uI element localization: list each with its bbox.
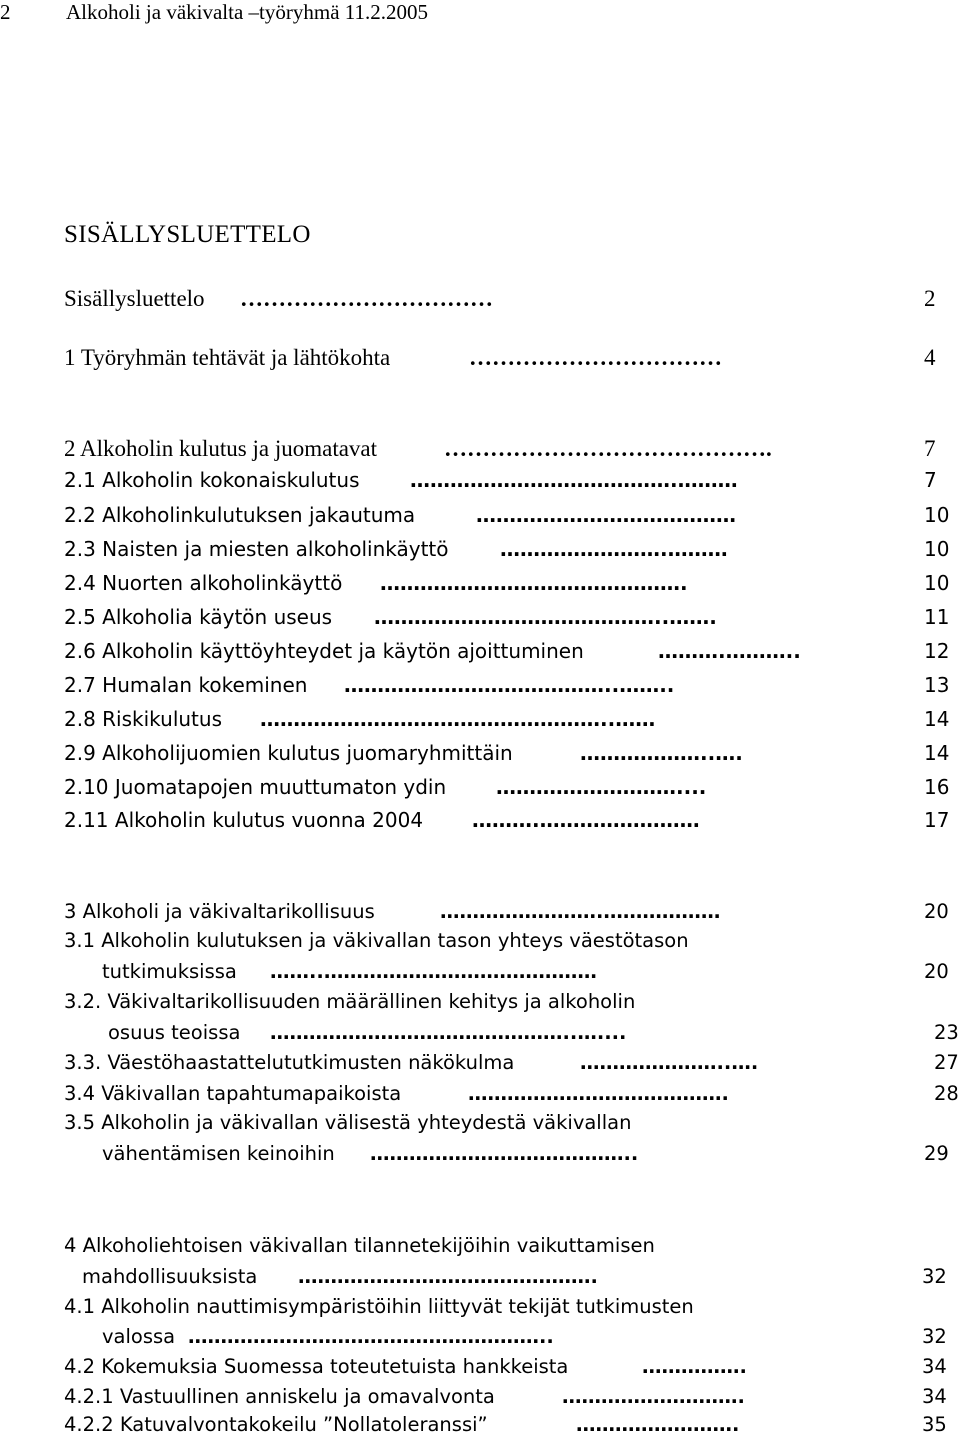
- toc-entry[interactable]: [64, 607, 960, 635]
- toc-entry[interactable]: [64, 1297, 960, 1325]
- toc-entry-label: 2.7 Humalan kokeminen: [64, 673, 308, 697]
- toc-entry[interactable]: [64, 641, 960, 669]
- toc-entry-leader: ……….……………………: [472, 810, 700, 830]
- toc-entry[interactable]: [64, 346, 960, 374]
- toc-entry[interactable]: [64, 1415, 960, 1443]
- toc-entry-page: 13: [924, 673, 950, 697]
- toc-entry-leader: ………………………....: [496, 777, 707, 797]
- toc-entry[interactable]: [64, 1084, 960, 1112]
- toc-entry-leader: ……………………………………….: [380, 573, 688, 593]
- toc-entry-page: 35: [922, 1413, 947, 1436]
- toc-entry[interactable]: [64, 1113, 960, 1141]
- toc-entry-leader: ……..……………………………………: [270, 962, 597, 982]
- toc-entry-page: 29: [924, 1142, 949, 1165]
- toc-entry-page: 10: [924, 537, 950, 561]
- toc-entry[interactable]: [64, 287, 960, 315]
- toc-entry-leader: …………….: [642, 1357, 747, 1377]
- toc-entry-leader: ……….………..: [658, 641, 801, 661]
- toc-entry[interactable]: [64, 470, 960, 498]
- toc-entry-page: 7: [924, 468, 937, 492]
- toc-entry-label: 3.2. Väkivaltarikollisuuden määrällinen kehitys ja alkoholin: [64, 990, 636, 1013]
- toc-entry-page: 2: [924, 286, 936, 311]
- toc-entry[interactable]: [64, 992, 960, 1020]
- toc-entry[interactable]: [64, 539, 960, 567]
- toc-entry[interactable]: [102, 1144, 960, 1172]
- toc-entry-label: 2.3 Naisten ja miesten alkoholinkäyttö: [64, 537, 449, 561]
- toc-entry-label: 3.3. Väestöhaastattelututkimusten näkökulma: [64, 1051, 515, 1074]
- toc-entry[interactable]: [64, 1236, 960, 1264]
- toc-entry-leader: ………………………………………………..: [188, 1327, 554, 1347]
- toc-entry-leader: ……………………….: [562, 1387, 745, 1407]
- toc-entry[interactable]: [64, 573, 960, 601]
- page-number: 2: [0, 0, 11, 24]
- toc-entry-page: 4: [924, 345, 936, 370]
- toc-entry-page: 12: [924, 639, 950, 663]
- toc-entry[interactable]: [64, 1053, 960, 1081]
- toc-entry-page: 34: [922, 1355, 947, 1378]
- toc-entry[interactable]: [64, 675, 960, 703]
- toc-entry[interactable]: [64, 931, 960, 959]
- toc-entry[interactable]: [64, 810, 960, 838]
- toc-entry-label: Sisällysluettelo: [64, 286, 205, 311]
- toc-entry-leader: …………………….: [576, 1415, 740, 1435]
- toc-entry[interactable]: [64, 1357, 960, 1385]
- toc-entry-label: 2.5 Alkoholia käytön useus: [64, 605, 333, 629]
- toc-entry-page: 16: [924, 775, 950, 799]
- toc-entry-leader: ……………………………………..…….: [374, 607, 717, 627]
- toc-entry[interactable]: [64, 743, 960, 771]
- toc-entry-page: 14: [924, 707, 950, 731]
- toc-entry[interactable]: [64, 1387, 960, 1415]
- toc-entry-page: 14: [924, 741, 950, 765]
- toc-entry-label: 2 Alkoholin kulutus ja juomatavat: [64, 436, 378, 461]
- toc-entry-page: 23: [934, 1021, 959, 1044]
- toc-entry-label: 4.2.2 Katuvalvontakokeilu ”Nollatoleranssi”: [64, 1413, 488, 1436]
- toc-entry-page: 17: [924, 808, 950, 832]
- toc-entry-label: 3.1 Alkoholin kulutuksen ja väkivallan tason yhteys väestötason: [64, 929, 689, 952]
- toc-entry-label: 2.11 Alkoholin kulutus vuonna 2004: [64, 808, 424, 832]
- toc-entry-leader: ………………………………………..…....: [270, 1023, 627, 1043]
- toc-entry-leader: …………………….………………: [440, 902, 721, 922]
- toc-entry-leader: …………………….………: [500, 539, 728, 559]
- toc-entry-page: 32: [922, 1325, 947, 1348]
- toc-entry-leader: ………………………………….………: [410, 470, 738, 490]
- toc-heading: SISÄLLYSLUETTELO: [64, 221, 311, 248]
- toc-entry-label: 2.6 Alkoholin käyttöyhteydet ja käytön ajoittuminen: [64, 639, 584, 663]
- toc-entry[interactable]: [64, 902, 960, 930]
- toc-entry-label: 4.1 Alkoholin nauttimisympäristöihin liittyvät tekijät tutkimusten: [64, 1295, 694, 1318]
- toc-entry-page: 34: [922, 1385, 947, 1408]
- toc-entry[interactable]: [102, 962, 960, 990]
- toc-entry[interactable]: [102, 1327, 960, 1355]
- toc-entry-label: vähentämisen keinoihin: [102, 1142, 335, 1165]
- toc-entry-label: 4.2.1 Vastuullinen anniskelu ja omavalvonta: [64, 1385, 495, 1408]
- toc-entry-leader: …………………………………: [476, 505, 736, 525]
- toc-entry-leader: …………………..….: [580, 1053, 759, 1073]
- toc-entry-label: osuus teoissa: [108, 1021, 241, 1044]
- toc-entry[interactable]: [64, 505, 960, 533]
- toc-entry-label: 3.4 Väkivallan tapahtumapaikoista: [64, 1082, 402, 1105]
- toc-entry-label: 1 Työryhmän tehtävät ja lähtökohta: [64, 345, 391, 370]
- toc-entry-leader: ……………………………………….: [298, 1267, 598, 1287]
- toc-entry-leader: ………………..….: [580, 743, 743, 763]
- toc-entry-leader: …………………………………..……..: [344, 675, 675, 695]
- toc-entry-label: 4 Alkoholiehtoisen väkivallan tilannetekijöihin vaikuttamisen: [64, 1234, 655, 1257]
- toc-entry-label: 4.2 Kokemuksia Suomessa toteutetuista hankkeista: [64, 1355, 569, 1378]
- toc-entry-page: 20: [924, 960, 949, 983]
- toc-entry-leader: ……………………………………………..……: [260, 709, 656, 729]
- toc-entry-page: 10: [924, 503, 950, 527]
- toc-entry-label: 2.9 Alkoholijuomien kulutus juomaryhmittäin: [64, 741, 513, 765]
- toc-entry-label: 2.8 Riskikulutus: [64, 707, 222, 731]
- toc-entry-label: mahdollisuuksista: [82, 1265, 258, 1288]
- toc-entry[interactable]: [82, 1267, 960, 1295]
- toc-entry[interactable]: [64, 777, 960, 805]
- toc-entry-leader: ……………………………: [469, 346, 722, 369]
- toc-entry[interactable]: [64, 437, 960, 465]
- toc-entry-label: 2.2 Alkoholinkulutuksen jakautuma: [64, 503, 416, 527]
- toc-entry-leader: …………………………………..: [370, 1144, 639, 1164]
- toc-entry-page: 11: [924, 605, 950, 629]
- toc-entry-page: 7: [924, 436, 936, 461]
- toc-entry[interactable]: [64, 709, 960, 737]
- toc-entry-label: valossa: [102, 1325, 176, 1348]
- toc-entry-label: 2.4 Nuorten alkoholinkäyttö: [64, 571, 343, 595]
- toc-entry-page: 10: [924, 571, 950, 595]
- toc-entry-page: 27: [934, 1051, 959, 1074]
- toc-entry-leader: ……………………………: [240, 287, 493, 310]
- toc-entry-label: 2.1 Alkoholin kokonaiskulutus: [64, 468, 360, 492]
- toc-entry-leader: …………………………………….: [444, 437, 772, 460]
- toc-entry-page: 32: [922, 1265, 947, 1288]
- running-header: Alkoholi ja väkivalta –työryhmä 11.2.2005: [66, 0, 428, 24]
- toc-entry-label: tutkimuksissa: [102, 960, 237, 983]
- toc-entry-page: 20: [924, 900, 949, 923]
- toc-entry[interactable]: [108, 1023, 960, 1051]
- toc-entry-leader: ………………………………….: [468, 1084, 729, 1104]
- toc-entry-page: 28: [934, 1082, 959, 1105]
- toc-entry-label: 3.5 Alkoholin ja väkivallan välisestä yhteydestä väkivallan: [64, 1111, 632, 1134]
- toc-entry-label: 3 Alkoholi ja väkivaltarikollisuus: [64, 900, 375, 923]
- toc-entry-label: 2.10 Juomatapojen muuttumaton ydin: [64, 775, 447, 799]
